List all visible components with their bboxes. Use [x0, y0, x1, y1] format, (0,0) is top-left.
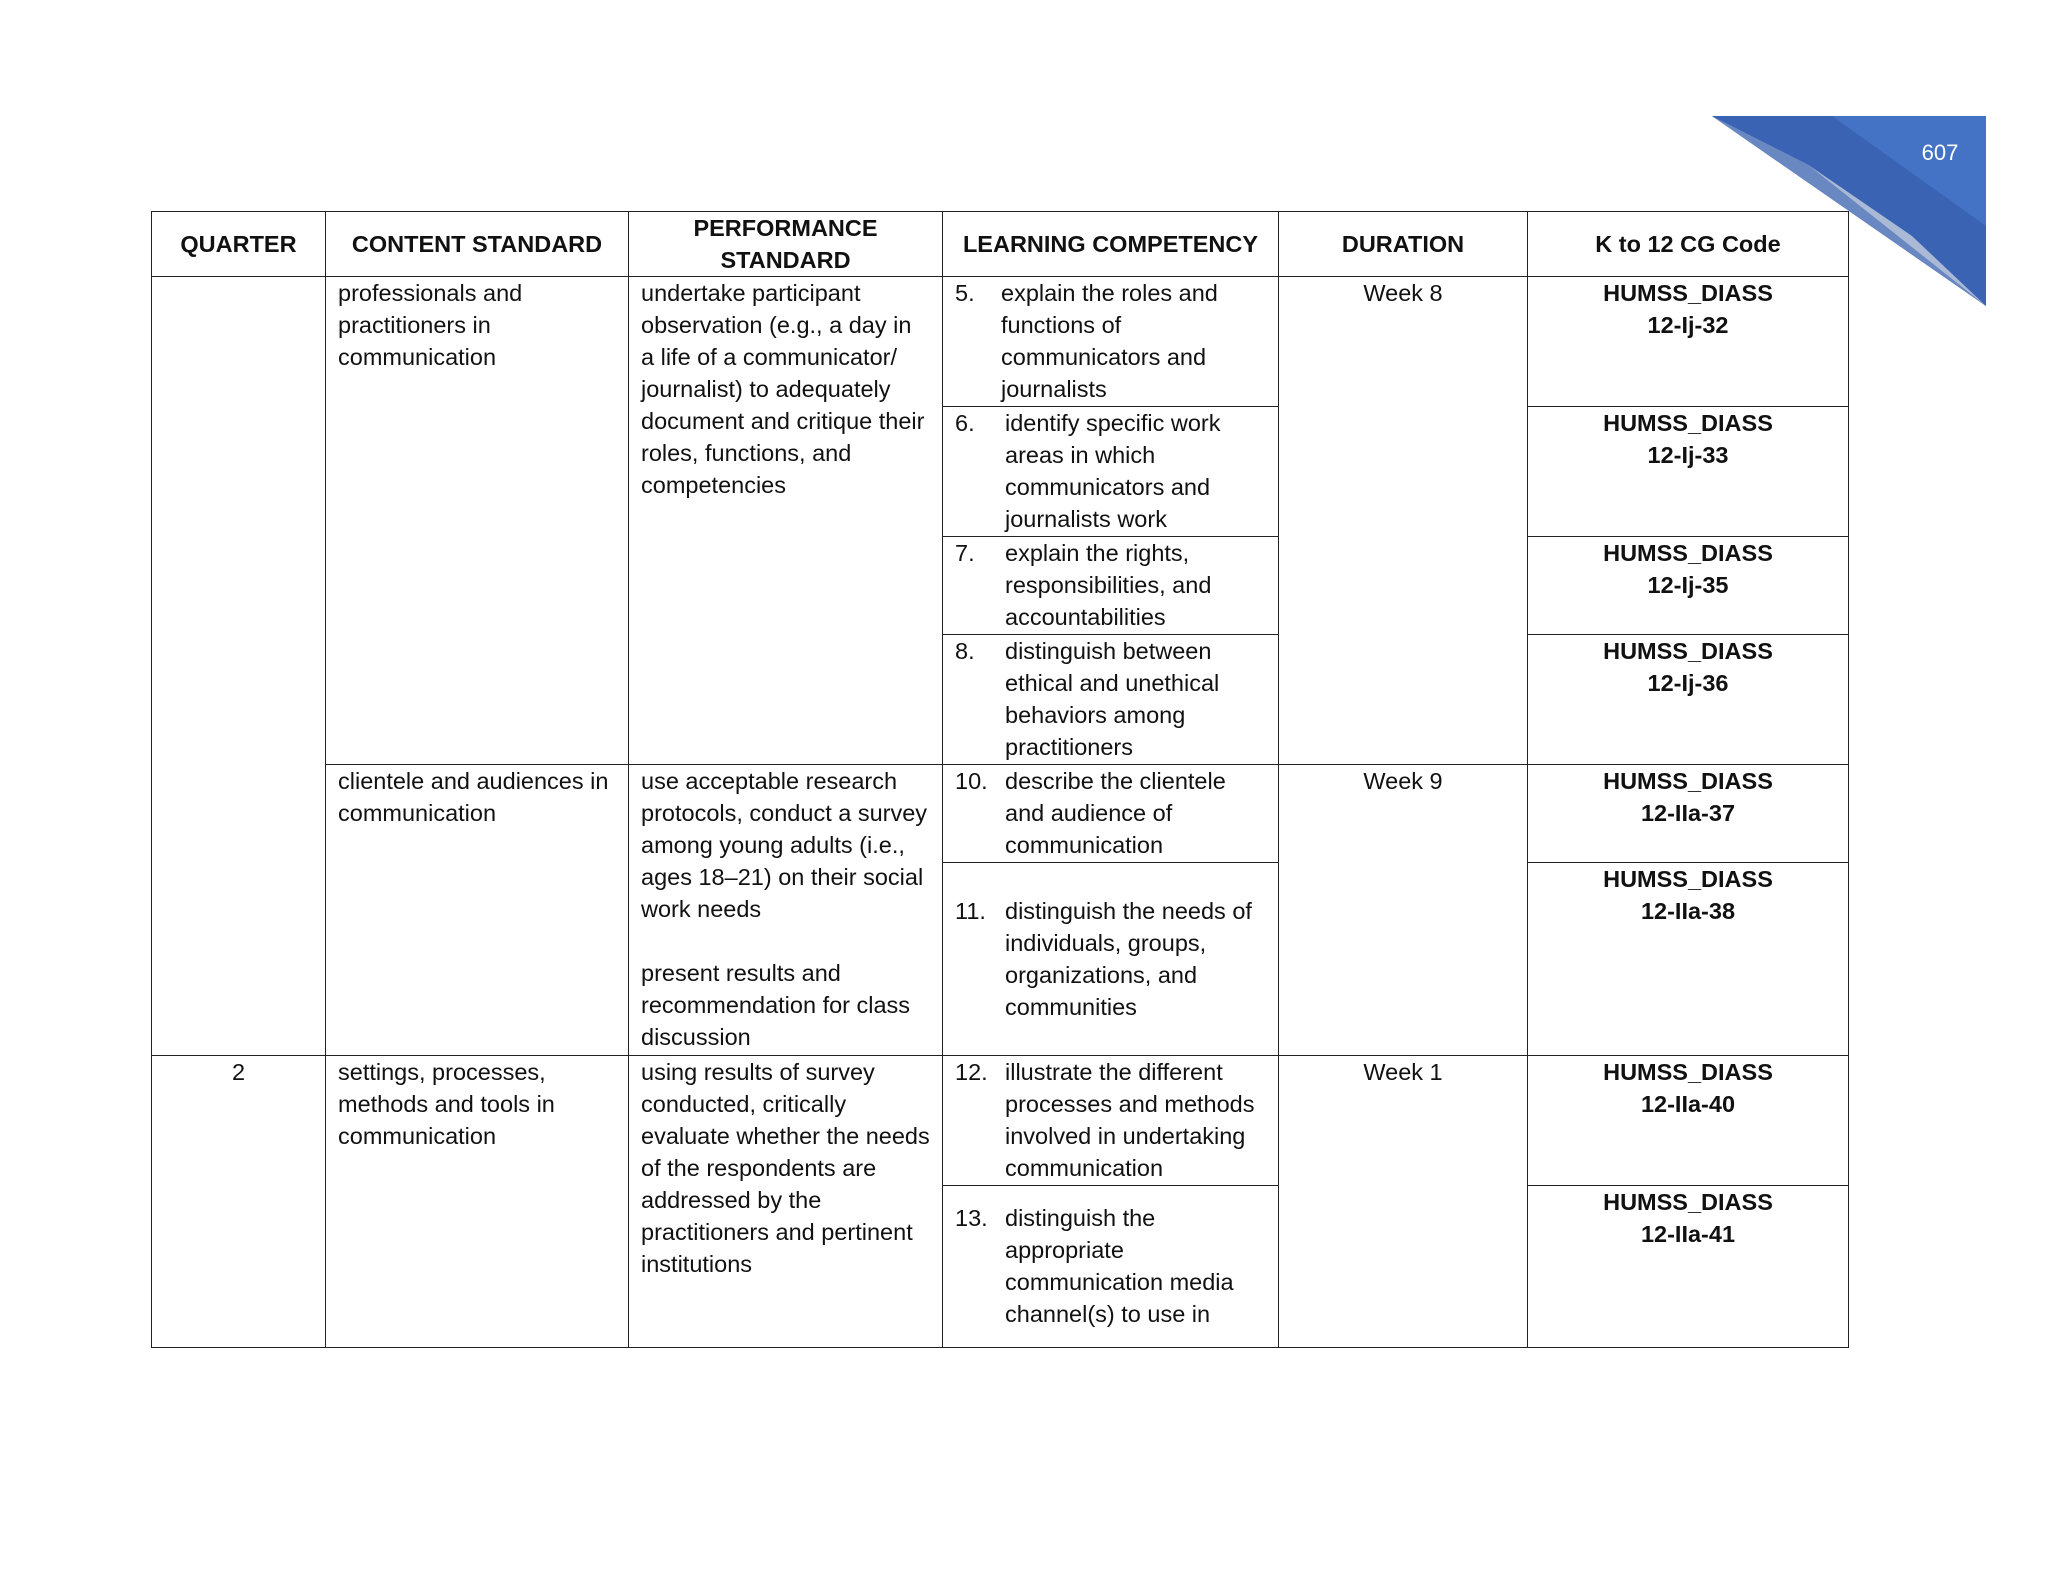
- duration-cell: Week 1: [1279, 1056, 1528, 1348]
- table-row: [152, 1056, 1849, 1186]
- competency-cell: [943, 1186, 1279, 1348]
- table-header-row: [152, 212, 1849, 277]
- table-row: [152, 277, 1849, 407]
- competency-text: explain the roles and functions of communicators and journalists: [1001, 280, 1218, 402]
- competency-text: distinguish the appropriate communication media channel(s) to use in: [1005, 1205, 1234, 1327]
- competency-text: identify specific work areas in which communicators and journalists work: [1005, 410, 1221, 532]
- header-duration: DURATION: [1279, 212, 1528, 277]
- performance-standard-cell: using results of survey conducted, critically evaluate whether the needs of the respondents are addressed by the practitioners and pertinent institutions: [629, 1056, 943, 1348]
- cg-code-cell: HUMSS_DIASS 12-Ij-36: [1528, 635, 1849, 765]
- competency-text: describe the clientele and audience of communication: [1005, 768, 1226, 858]
- content-standard-cell: clientele and audiences in communication: [326, 765, 629, 1056]
- header-learning-competency: LEARNING COMPETENCY: [943, 212, 1279, 277]
- competency-cell: [943, 863, 1279, 1056]
- cg-code-cell: HUMSS_DIASS 12-Ij-33: [1528, 407, 1849, 537]
- content-standard-cell: settings, processes, methods and tools in communication: [326, 1056, 629, 1348]
- competency-cell: [943, 277, 1279, 407]
- competency-cell: [943, 635, 1279, 765]
- duration-cell: Week 8: [1279, 277, 1528, 765]
- performance-standard-cell: undertake participant observation (e.g., a day in a life of a communicator/ journalist) to adequately document and critique their roles, functions, and competencies: [629, 277, 943, 765]
- cg-code-cell: HUMSS_DIASS 12-Ij-32: [1528, 277, 1849, 407]
- competency-number: 6.: [955, 410, 975, 436]
- competency-cell: [943, 1056, 1279, 1186]
- competency-number: 12.: [955, 1059, 988, 1085]
- content-standard-cell: professionals and practitioners in communication: [326, 277, 629, 765]
- competency-cell: [943, 407, 1279, 537]
- competency-number: 10.: [955, 768, 988, 794]
- header-cg-code: K to 12 CG Code: [1528, 212, 1849, 277]
- competency-text: distinguish between ethical and unethical behaviors among practitioners: [1005, 638, 1220, 760]
- competency-text: explain the rights, responsibilities, and accountabilities: [1005, 540, 1212, 630]
- performance-standard-cell: use acceptable research protocols, conduct a survey among young adults (i.e., ages 18–21) on their social work needs present results and recommendation for class discussion: [629, 765, 943, 1056]
- competency-text: distinguish the needs of individuals, groups, organizations, and communities: [1005, 898, 1252, 1020]
- quarter-cell-empty: [152, 277, 326, 1056]
- competency-cell: [943, 765, 1279, 863]
- cg-code-cell: HUMSS_DIASS 12-Ij-35: [1528, 537, 1849, 635]
- quarter-cell: 2: [152, 1056, 326, 1348]
- page-number: 607: [1921, 140, 1959, 165]
- cg-code-cell: HUMSS_DIASS 12-IIa-37: [1528, 765, 1849, 863]
- competency-number: 5.: [955, 280, 975, 306]
- header-quarter: QUARTER: [152, 212, 326, 277]
- competency-cell: [943, 537, 1279, 635]
- cg-code-cell: HUMSS_DIASS 12-IIa-41: [1528, 1186, 1849, 1348]
- competency-number: 7.: [955, 540, 975, 566]
- competency-number: 8.: [955, 638, 975, 664]
- competency-text: illustrate the different processes and methods involved in undertaking communication: [1005, 1059, 1255, 1181]
- competency-number: 11.: [955, 898, 986, 924]
- competency-number: 13.: [955, 1205, 988, 1231]
- cg-code-cell: HUMSS_DIASS 12-IIa-40: [1528, 1056, 1849, 1186]
- duration-cell: Week 9: [1279, 765, 1528, 1056]
- cg-code-cell: HUMSS_DIASS 12-IIa-38: [1528, 863, 1849, 1056]
- header-performance-standard: PERFORMANCE STANDARD: [629, 212, 943, 277]
- table-row: [152, 765, 1849, 863]
- curriculum-table: [151, 211, 1849, 1348]
- header-content-standard: CONTENT STANDARD: [326, 212, 629, 277]
